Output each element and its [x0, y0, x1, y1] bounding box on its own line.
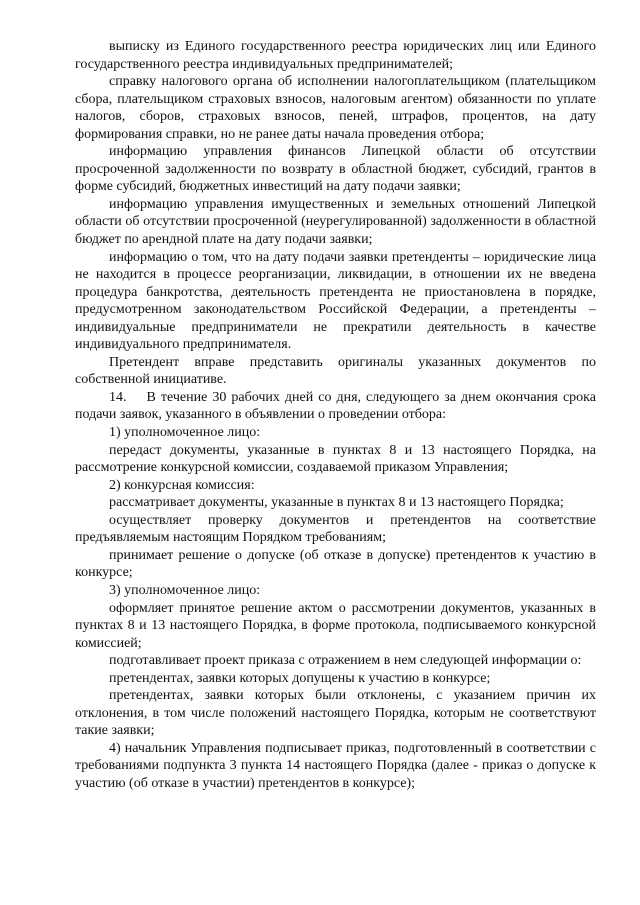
paragraph-originals-right: Претендент вправе представить оригиналы указанных документов по собственной инициативе. — [75, 354, 596, 388]
paragraph-transfer-documents: передаст документы, указанные в пунктах 8 и 13 настоящего Порядка, на рассмотрение конкурсной комиссии, создаваемой приказом Управления; — [75, 442, 596, 476]
paragraph-admitted-applicants: претендентах, заявки которых допущены к участию в конкурсе; — [109, 670, 491, 686]
paragraph-draft-order: подготавливает проект приказа с отражением в нем следующей информации о: — [109, 653, 582, 669]
paragraph-property-info: информацию управления имущественных и земельных отношений Липецкой области об отсутствии просроченной (неурегулированной) задолженности в областной бюджет по арендной плате на дату подачи заявки; — [75, 196, 596, 248]
paragraph-protocol: оформляет принятое решение актом о рассмотрении документов, указанных в пунктах 8 и 13 настоящего Порядка, в форме протокола, подписываемого конкурсной комиссией; — [75, 600, 596, 651]
document-page — [75, 38, 596, 793]
paragraph-clause-14: 14. В течение 30 рабочих дней со дня, следующего за днем окончания срока подачи заявок, указанного в объявлении о проведении отбора: — [75, 389, 596, 423]
paragraph-subitem-2: 2) конкурсная комиссия: — [109, 477, 255, 493]
paragraph-rejected-applicants: претендентах, заявки которых были отклонены, с указанием причин их отклонения, в том числе положений настоящего Порядка, которым не соответствуют такие заявки; — [75, 688, 596, 739]
paragraph-review-documents: рассматривает документы, указанные в пунктах 8 и 13 настоящего Порядка; — [109, 495, 564, 511]
paragraph-subitem-3: 3) уполномоченное лицо: — [109, 582, 261, 598]
paragraph-admission-decision: принимает решение о допуске (об отказе в допуске) претендентов к участию в конкурсе; — [75, 547, 596, 581]
paragraph-finance-info: информацию управления финансов Липецкой области об отсутствии просроченной задолженности по возврату в областной бюджет, субсидий, грантов в форме субсидий, бюджетных инвестиций на дату подачи заявки; — [75, 144, 596, 195]
paragraph-verify-documents: осуществляет проверку документов и претендентов на соответствие предъявляемым настоящим Порядком требованиям; — [75, 512, 596, 546]
paragraph-subitem-4: 4) начальник Управления подписывает приказ, подготовленный в соответствии с требованиями подпункта 3 пункта 14 настоящего Порядка (далее - приказ о допуске к участию (об отказе в участии) претендентов в конкурсе); — [75, 740, 596, 791]
paragraph-status-info: информацию о том, что на дату подачи заявки претенденты – юридические лица не находится в процессе реорганизации, ликвидации, в отношении их не введена процедура банкротства, деятельность претендента не приостановлена в порядке, предусмотренном законодательством Российской Федерации, а претенденты – индивидуальные предприниматели не прекратили деятельность в качестве индивидуального предпринимателя. — [75, 249, 596, 353]
paragraph-subitem-1: 1) уполномоченное лицо: — [109, 425, 261, 441]
paragraph-tax-certificate: справку налогового органа об исполнении налогоплательщиком (плательщиком сбора, плательщиком страховых взносов, налоговым агентом) обязанности по уплате налогов, сборов, страховых взносов, пеней, штрафов, процентов, на дату формирования справки, но не ранее даты начала проведения отбора; — [75, 74, 596, 142]
paragraph-egr-extract: выписку из Единого государственного реестра юридических лиц или Единого государственного реестра индивидуальных предпринимателей; — [75, 39, 596, 72]
